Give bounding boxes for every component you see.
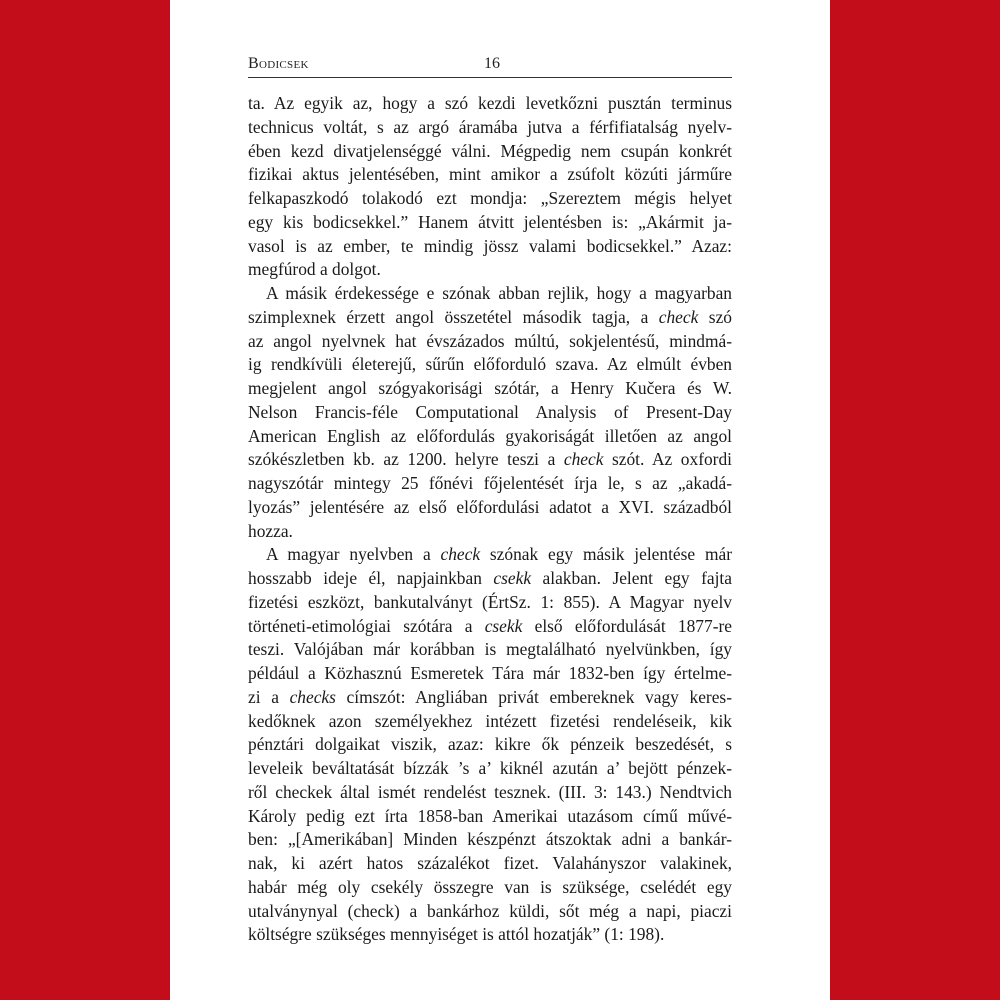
text-line: vasol is az ember, te mindig jössz valami bodicsekkel.” Azaz:	[248, 235, 732, 256]
text-line: ről checkek által ismét rendelést tesznek. (III. 3: 143.) Nendtvich	[248, 781, 732, 802]
text-line: történeti-etimológiai szótára a csekk első előfordulását 1877-re	[248, 615, 732, 636]
text-line: habár még oly csekély összegre van is szüksége, cselédét egy	[248, 876, 732, 897]
text-line: A másik érdekessége e szónak abban rejlik, hogy a magyarban	[266, 283, 732, 303]
text-line: American English az előfordulás gyakoriságát illetően az angol	[248, 425, 732, 446]
text-line: ta. Az egyik az, hogy a szó kezdi levetkőzni pusztán terminus	[248, 93, 732, 113]
text-line: pénztári dolgaikat viszik, azaz: kikre ők pénzeik beszedését, s	[248, 734, 732, 755]
text-line: Nelson Francis-féle Computational Analysis of Present-Day	[248, 401, 732, 422]
paragraph	[248, 282, 732, 543]
text-line: nak, ki azért hatos százalékot fizet. Valahányszor valakinek,	[248, 853, 732, 873]
text-line: megjelent angol szógyakorisági szótár, a Henry Kučera és W.	[248, 378, 732, 398]
page-number: 16	[484, 55, 500, 72]
text-line: költségre szükséges mennyiséget is attól hozatják” (1: 198).	[248, 924, 665, 945]
running-head: Bodicsek	[248, 55, 309, 72]
book-page	[170, 0, 830, 1000]
text-line: Károly pedig ezt írta 1858-ban Amerikai utazásom című művé-	[248, 805, 732, 826]
text-line: kedőknek azon személyekhez intézett fizetési rendeléseik, kik	[248, 710, 732, 731]
text-line: technicus voltát, s az argó áramába jutva a férfifiatalság nyelv-	[248, 116, 732, 137]
text-line: az angol nyelvnek hat évszázados múltú, sokjelentésű, mindmá-	[248, 330, 732, 351]
text-line: egy kis bodicsekkel.” Hanem átvitt jelentésben is: „Akármit ja-	[248, 211, 732, 232]
text-line: nagyszótár mintegy 25 főnévi főjelentését írja le, s az „akadá-	[248, 473, 732, 493]
text-line: például a Közhasznú Esmeretek Tára már 1832-ben így értelme-	[248, 663, 732, 683]
paragraph	[248, 92, 732, 282]
text-line: leveleik beváltatását bízzák ’s a’ kiknél azután a’ bejött pénzek-	[248, 758, 732, 778]
text-line: szókészletben kb. az 1200. helyre teszi a check szót. Az oxfordi	[248, 449, 732, 470]
text-line: szimplexnek érzett angol összetétel második tagja, a check szó	[248, 306, 732, 327]
text-line: ben: „[Amerikában] Minden készpénzt átszoktak adni a bankár-	[248, 829, 732, 850]
text-line: hosszabb ideje él, napjainkban csekk alakban. Jelent egy fajta	[248, 568, 732, 588]
text-line: ében kezd divatjelenséggé válni. Mégpedig nem csupán konkrét	[248, 140, 732, 161]
text-line: fizetési eszközt, bankutalványt (ÉrtSz. 1: 855). A Magyar nyelv	[248, 591, 732, 612]
body-text	[248, 92, 732, 947]
text-line: lyozás” jelentésére az első előfordulási adatot a XVI. századból	[248, 496, 732, 517]
text-line: fizikai aktus jelentésében, mint amikor a zsúfolt közúti járműre	[248, 164, 732, 185]
text-line: hozza.	[248, 520, 293, 541]
page-header	[248, 55, 742, 77]
text-line: ig rendkívüli életerejű, sűrűn előforduló szava. Az elmúlt évben	[248, 354, 732, 375]
text-line: teszi. Valójában már korábban is megtalálható nyelvünkben, így	[248, 639, 732, 660]
text-line: utalványnyal (check) a bankárhoz küldi, sőt még a napi, piaczi	[248, 900, 732, 921]
paragraph	[248, 543, 732, 947]
text-line: A magyar nyelvben a check szónak egy másik jelentése már	[266, 544, 732, 565]
header-rule	[248, 77, 732, 78]
text-line: felkapaszkodó tolakodó ezt mondja: „Szereztem mégis helyet	[248, 188, 732, 208]
text-line: zi a checks címszót: Angliában privát embereknek vagy keres-	[248, 686, 732, 707]
text-line: megfúrod a dolgot.	[248, 259, 381, 280]
